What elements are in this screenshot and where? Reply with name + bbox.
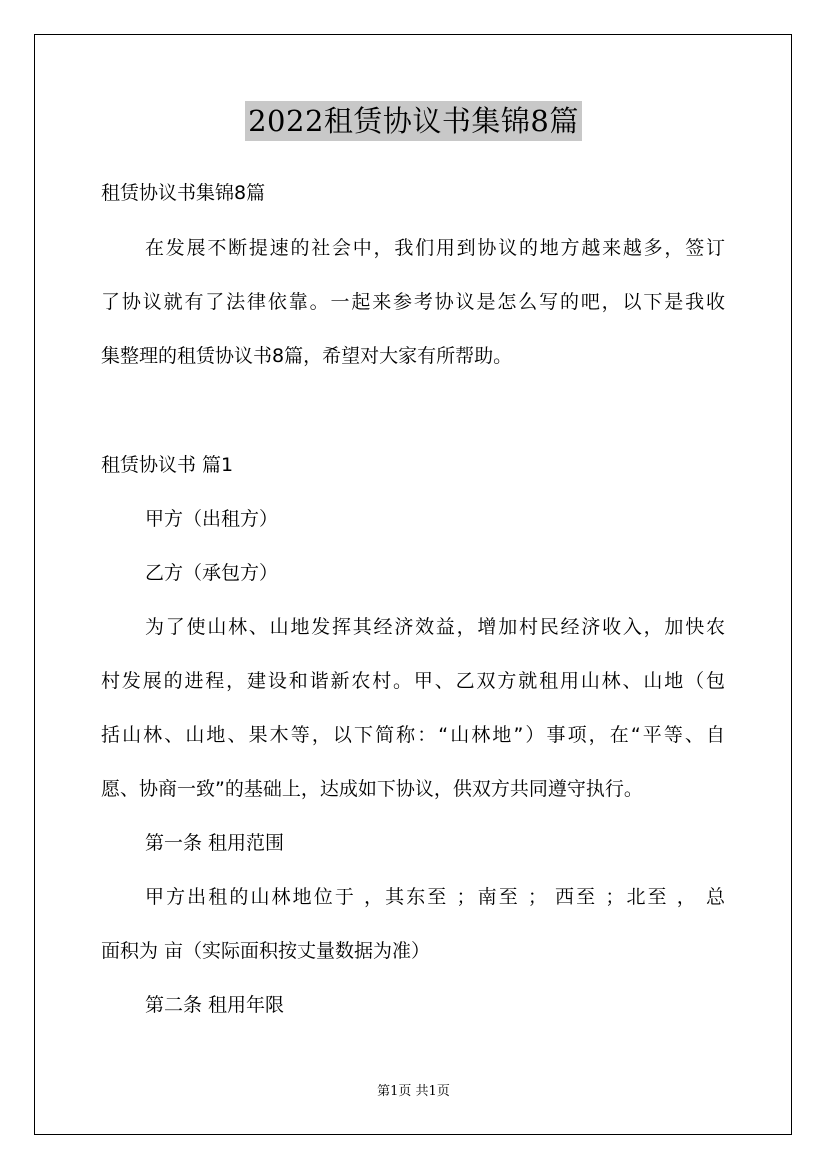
- title-container: [0, 101, 827, 141]
- document-title: 2022租赁协议书集锦8篇: [245, 101, 582, 141]
- article1-heading: 第一条 租用范围: [145, 832, 285, 854]
- party-a: 甲方（出租方）: [145, 508, 279, 530]
- intro-line-1: 在发展不断提速的社会中，我们用到协议的地方越来越多，签订: [145, 237, 725, 259]
- purpose-line-4: 愿、协商一致”的基础上，达成如下协议，供双方共同遵守执行。: [101, 778, 643, 800]
- article1-line-2: 面积为 亩（实际面积按丈量数据为准）: [101, 940, 431, 962]
- purpose-line-3: 括山林、山地、果木等，以下简称：“山林地”）事项，在“平等、自: [101, 724, 725, 746]
- intro-line-2: 了协议就有了法律依靠。一起来参考协议是怎么写的吧，以下是我收: [101, 291, 725, 313]
- purpose-line-2: 村发展的进程，建设和谐新农村。甲、乙双方就租用山林、山地（包: [101, 670, 725, 692]
- article2-heading: 第二条 租用年限: [145, 994, 285, 1016]
- purpose-line-1: 为了使山林、山地发挥其经济效益，增加村民经济收入，加快农: [145, 616, 725, 638]
- article1-line-1: 甲方出租的山林地位于 ，其东至 ；南至 ； 西至 ；北至 ， 总: [145, 886, 725, 908]
- intro-line-3: 集整理的租赁协议书8篇，希望对大家有所帮助。: [101, 345, 513, 367]
- page-footer: 第1页 共1页: [377, 1084, 450, 1099]
- document-subtitle: 租赁协议书集锦8篇: [101, 182, 266, 204]
- party-b: 乙方（承包方）: [145, 562, 279, 584]
- section-heading: 租赁协议书 篇1: [101, 454, 234, 476]
